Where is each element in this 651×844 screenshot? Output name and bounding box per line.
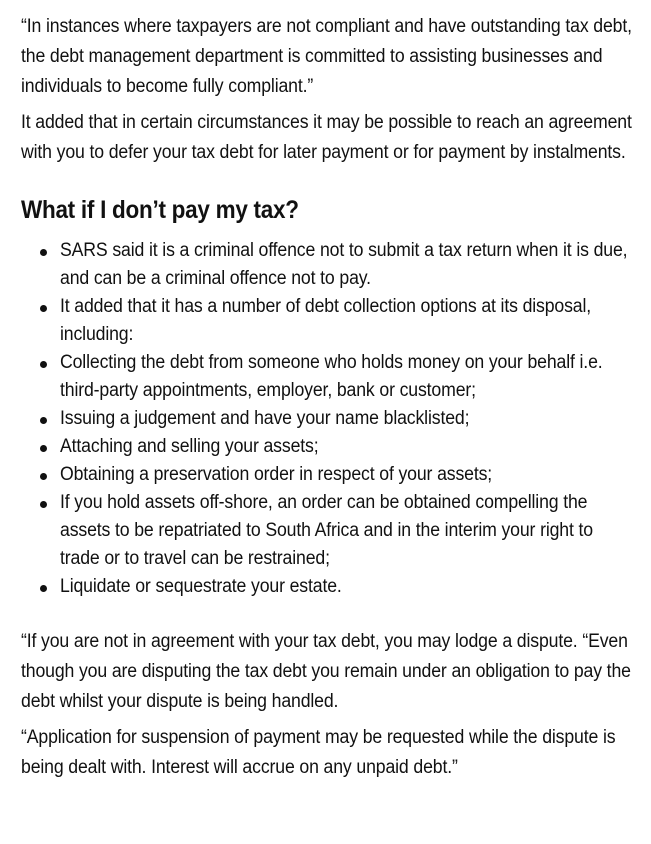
list-item-text: Attaching and selling your assets; — [60, 436, 319, 457]
article-body — [21, 12, 643, 783]
defer-payment-paragraph: It added that in certain circumstances it may be possible to reach an agreement with you to defer your tax debt for later payment or for payment by instalments. — [21, 112, 632, 163]
bullet-dot-icon — [40, 445, 47, 452]
section-heading: What if I don’t pay my tax? — [21, 196, 299, 224]
list-item — [21, 433, 643, 461]
bullet-dot-icon — [40, 501, 47, 508]
list-item-text: SARS said it is a criminal offence not to submit a tax return when it is due, and can be a criminal offence not to pay. — [60, 240, 628, 289]
debt-collection-list — [21, 237, 643, 601]
list-item — [21, 293, 643, 349]
intro-quote-paragraph: “In instances where taxpayers are not compliant and have outstanding tax debt, the debt management department is committed to assisting businesses and individuals to become fully compliant.” — [21, 16, 632, 97]
suspension-paragraph: “Application for suspension of payment may be requested while the dispute is being dealt with. Interest will accrue on any unpaid debt.” — [21, 727, 616, 778]
list-item-text: Collecting the debt from someone who holds money on your behalf i.e. third-party appointments, employer, bank or customer; — [60, 352, 603, 401]
list-item — [21, 461, 643, 489]
dispute-paragraph: “If you are not in agreement with your tax debt, you may lodge a dispute. “Even though you are disputing the tax debt you remain under an obligation to pay the debt whilst your dispute is being handled. — [21, 631, 631, 712]
list-item — [21, 349, 643, 405]
bullet-dot-icon — [40, 305, 47, 312]
list-item — [21, 405, 643, 433]
bullet-dot-icon — [40, 585, 47, 592]
bullet-dot-icon — [40, 473, 47, 480]
list-item — [21, 237, 643, 293]
list-item-text: Issuing a judgement and have your name blacklisted; — [60, 408, 470, 429]
bullet-dot-icon — [40, 361, 47, 368]
list-item — [21, 489, 643, 573]
bullet-dot-icon — [40, 417, 47, 424]
list-item-text: It added that it has a number of debt collection options at its disposal, including: — [60, 296, 592, 345]
list-item-text: If you hold assets off-shore, an order can be obtained compelling the assets to be repatriated to South Africa and in the interim your right to trade or to travel can be restrained; — [60, 492, 593, 569]
bullet-dot-icon — [40, 249, 47, 256]
list-item-text: Obtaining a preservation order in respect of your assets; — [60, 464, 493, 485]
list-item — [21, 573, 643, 601]
list-item-text: Liquidate or sequestrate your estate. — [60, 576, 342, 597]
